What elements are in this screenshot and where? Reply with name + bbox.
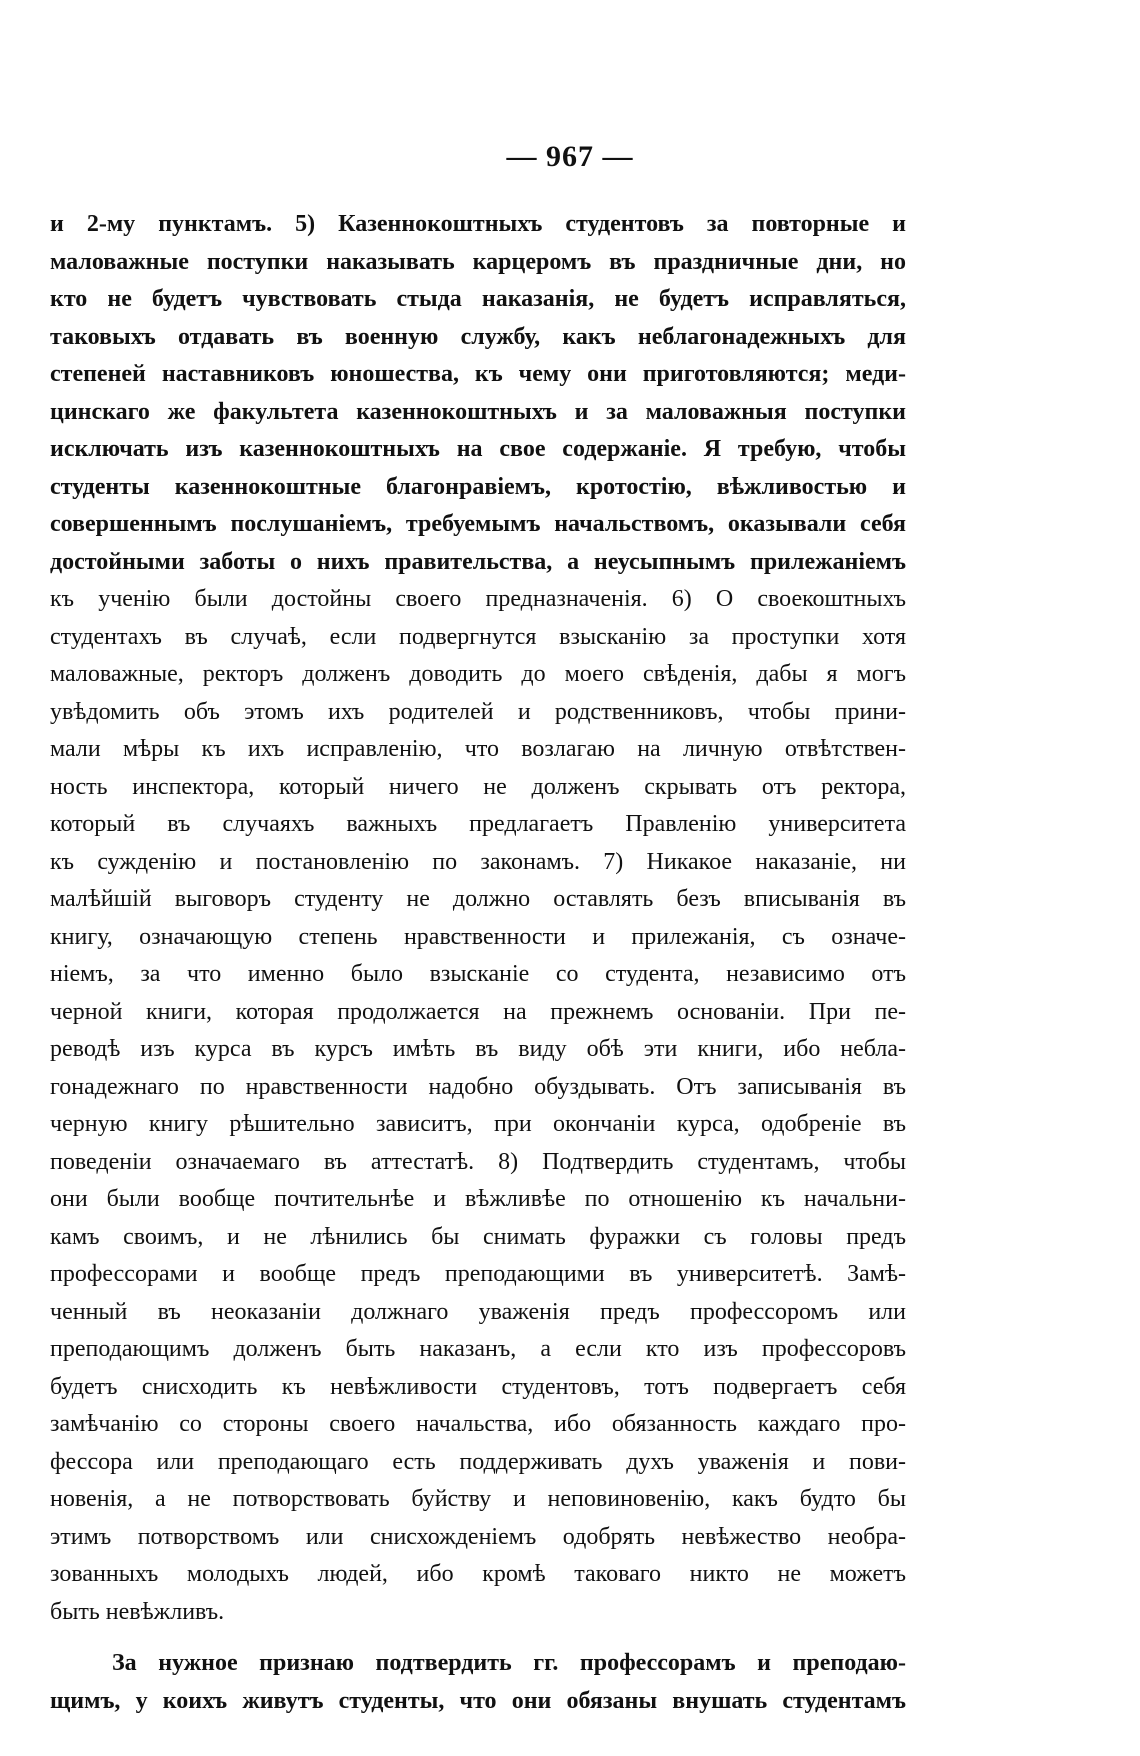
text-line: кто не будетъ чувствовать стыда наказанія, не будетъ исправляться,: [50, 286, 906, 312]
text-line: зованныхъ молодыхъ людей, ибо кромѣ таковаго никто не можетъ: [50, 1561, 906, 1587]
text-line: замѣчанію со стороны своего начальства, ибо обязанность каждаго про-: [50, 1411, 906, 1437]
text-line: книгу, означающую степень нравственности и прилежанія, съ означе-: [50, 923, 906, 950]
text-line: За нужное признаю подтвердить гг. профессорамъ и преподаю-: [112, 1650, 906, 1676]
text-line: и 2-му пунктамъ. 5) Казеннокоштныхъ студентовъ за повторные и: [50, 211, 906, 237]
text-line: къ сужденію и постановленію по законамъ. 7) Никакое наказаніе, ни: [50, 848, 906, 875]
text-line: малѣйшій выговоръ студенту не должно оставлять безъ вписыванія въ: [50, 886, 906, 912]
paragraph-gap: [50, 1631, 906, 1645]
paragraph-1: [50, 206, 906, 1631]
text-line: исключать изъ казеннокоштныхъ на свое содержаніе. Я требую, чтобы: [50, 436, 906, 462]
text-line: новенія, а не потворствовать буйству и неповиновенію, какъ будто бы: [50, 1486, 906, 1512]
text-line: ченный въ неоказаніи должнаго уваженія предъ профессоромъ или: [50, 1298, 906, 1325]
text-line: этимъ потворствомъ или снисхожденіемъ одобрять невѣжество необра-: [50, 1523, 906, 1550]
text-line: студентахъ въ случаѣ, если подвергнутся взысканію за проступки хотя: [50, 623, 906, 650]
text-line: поведеніи означаемаго въ аттестатѣ. 8) Подтвердить студентамъ, чтобы: [50, 1148, 906, 1175]
text-line: черной книги, которая продолжается на прежнемъ основаніи. При пе-: [50, 998, 906, 1025]
text-line: они были вообще почтительнѣе и вѣжливѣе по отношенію къ начальни-: [50, 1186, 906, 1212]
page-number: — 967 —: [506, 140, 634, 173]
text-line: достойными заботы о нихъ правительства, а неусыпнымъ прилежаніемъ: [50, 548, 906, 575]
text-line: гонадежнаго по нравственности надобно обуздывать. Отъ записыванія въ: [50, 1073, 906, 1100]
text-line: будетъ снисходить къ невѣжливости студентовъ, тотъ подвергаетъ себя: [50, 1373, 906, 1400]
text-line: фессора или преподающаго есть поддерживать духъ уваженія и пови-: [50, 1448, 906, 1475]
body-text: [50, 206, 906, 1720]
text-line: камъ своимъ, и не лѣнились бы снимать фуражки съ головы предъ: [50, 1223, 906, 1250]
text-line: маловажные поступки наказывать карцеромъ въ праздничные дни, но: [50, 248, 906, 275]
text-line: студенты казеннокоштные благонравіемъ, кротостію, вѣжливостью и: [50, 473, 906, 500]
text-line: таковыхъ отдавать въ военную службу, какъ неблагонадежныхъ для: [50, 323, 906, 350]
text-line: степеней наставниковъ юношества, къ чему они приготовляются; меди-: [50, 361, 906, 387]
text-line: быть невѣжливъ.: [50, 1598, 225, 1625]
text-line: мали мѣры къ ихъ исправленію, что возлагаю на личную отвѣтствен-: [50, 736, 906, 762]
text-line: профессорами и вообще предъ преподающими въ университетѣ. Замѣ-: [50, 1261, 906, 1287]
text-line: ность инспектора, который ничего не долженъ скрывать отъ ректора,: [50, 773, 906, 800]
text-line: реводѣ изъ курса въ курсъ имѣть въ виду обѣ эти книги, ибо небла-: [50, 1036, 906, 1062]
text-line: совершеннымъ послушаніемъ, требуемымъ начальствомъ, оказывали себя: [50, 511, 906, 537]
text-line: черную книгу рѣшительно зависитъ, при окончаніи курса, одобреніе въ: [50, 1111, 906, 1137]
text-line: цинскаго же факультета казеннокоштныхъ и за маловажныя поступки: [50, 398, 906, 425]
text-line: увѣдомить объ этомъ ихъ родителей и родственниковъ, чтобы прини-: [50, 698, 906, 725]
paragraph-2: [50, 1645, 906, 1720]
text-line: щимъ, у коихъ живутъ студенты, что они обязаны внушать студентамъ: [50, 1687, 906, 1714]
text-line: преподающимъ долженъ быть наказанъ, а если кто изъ профессоровъ: [50, 1336, 906, 1362]
text-line: маловажные, ректоръ долженъ доводить до моего свѣденія, дабы я могъ: [50, 661, 906, 687]
text-line: который въ случаяхъ важныхъ предлагаетъ Правленію университета: [50, 811, 906, 837]
text-line: къ ученію были достойны своего предназначенія. 6) О своекоштныхъ: [50, 586, 906, 612]
text-line: ніемъ, за что именно было взысканіе со студента, независимо отъ: [50, 961, 906, 987]
